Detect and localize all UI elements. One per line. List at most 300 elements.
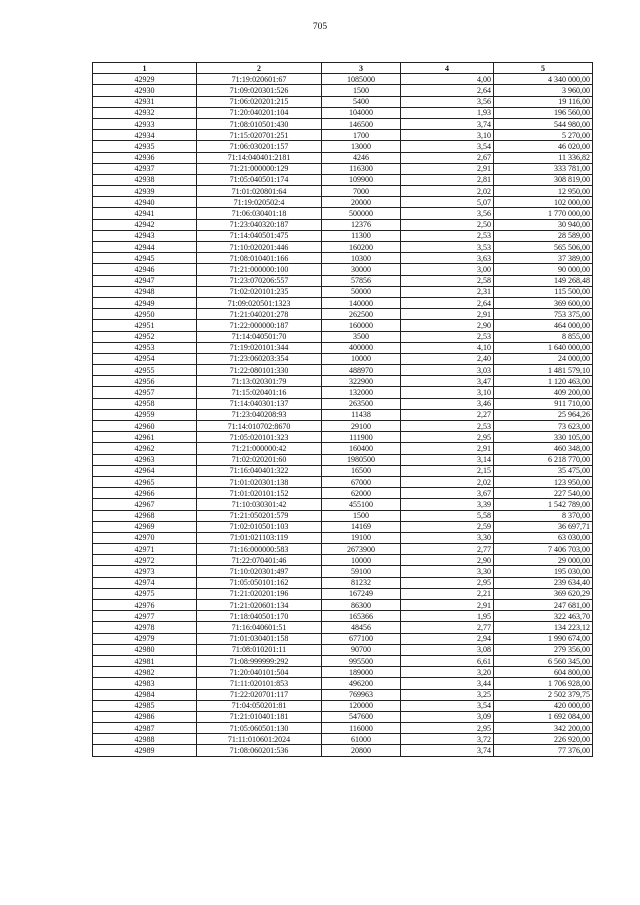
table-cell: 71:01:020301:138 [197, 476, 322, 487]
table-cell: 109900 [322, 174, 401, 185]
table-cell: 2,58 [401, 275, 494, 286]
table-cell: 322900 [322, 376, 401, 387]
table-cell: 12 950,00 [494, 186, 593, 197]
table-cell: 48456 [322, 622, 401, 633]
table-row [93, 454, 593, 465]
table-cell: 20800 [322, 745, 401, 756]
table-cell: 42931 [93, 96, 197, 107]
table-cell: 464 000,00 [494, 320, 593, 331]
table-cell: 50000 [322, 286, 401, 297]
table-cell: 36 697,71 [494, 521, 593, 532]
table-row [93, 208, 593, 219]
table-cell: 1 120 463,00 [494, 376, 593, 387]
table-cell: 455100 [322, 499, 401, 510]
table-cell: 71:14:040501:475 [197, 230, 322, 241]
table-cell: 42952 [93, 331, 197, 342]
table-cell: 3,14 [401, 454, 494, 465]
table-cell: 2,94 [401, 633, 494, 644]
table-cell: 71:02:020101:235 [197, 286, 322, 297]
table-cell: 2,91 [401, 443, 494, 454]
table-cell: 3,10 [401, 387, 494, 398]
table-cell: 42933 [93, 118, 197, 129]
table-cell: 71:15:020701:251 [197, 130, 322, 141]
table-cell: 263500 [322, 398, 401, 409]
table-row [93, 465, 593, 476]
table-cell: 42957 [93, 387, 197, 398]
table-cell: 342 200,00 [494, 723, 593, 734]
table-row [93, 387, 593, 398]
table-row [93, 499, 593, 510]
table-cell: 42963 [93, 454, 197, 465]
table-cell: 25 964,26 [494, 409, 593, 420]
table-cell: 116300 [322, 163, 401, 174]
table-row [93, 723, 593, 734]
table-cell: 2,67 [401, 152, 494, 163]
table-cell: 71:04:050201:81 [197, 700, 322, 711]
table-cell: 81232 [322, 577, 401, 588]
table-cell: 71:06:030201:157 [197, 141, 322, 152]
table-cell: 547600 [322, 711, 401, 722]
table-cell: 71:18:040501:170 [197, 611, 322, 622]
table-cell: 90700 [322, 644, 401, 655]
table-row [93, 107, 593, 118]
table-cell: 42939 [93, 186, 197, 197]
table-cell: 42941 [93, 208, 197, 219]
table-row [93, 521, 593, 532]
table-row [93, 118, 593, 129]
table-cell: 19100 [322, 532, 401, 543]
table-cell: 333 781,00 [494, 163, 593, 174]
table-cell: 544 980,00 [494, 118, 593, 129]
table-cell: 42935 [93, 141, 197, 152]
table-row [93, 353, 593, 364]
table-cell: 3,74 [401, 118, 494, 129]
table-row [93, 365, 593, 376]
table-cell: 2,02 [401, 476, 494, 487]
table-row [93, 611, 593, 622]
table-cell: 1 990 674,00 [494, 633, 593, 644]
table-cell: 239 634,40 [494, 577, 593, 588]
table-cell: 2,91 [401, 163, 494, 174]
table-cell: 71:10:020201:446 [197, 242, 322, 253]
table-cell: 11300 [322, 230, 401, 241]
table-row [93, 96, 593, 107]
table-cell: 1 481 579,10 [494, 365, 593, 376]
table-cell: 71:15:020401:16 [197, 387, 322, 398]
table-cell: 1 692 084,00 [494, 711, 593, 722]
column-header: 4 [401, 63, 494, 74]
table-cell: 42968 [93, 510, 197, 521]
table-row [93, 242, 593, 253]
table-cell: 42955 [93, 365, 197, 376]
table-cell: 420 000,00 [494, 700, 593, 711]
table-cell: 13000 [322, 141, 401, 152]
table-cell: 2,53 [401, 331, 494, 342]
table-cell: 42943 [93, 230, 197, 241]
table-cell: 10300 [322, 253, 401, 264]
table-cell: 4246 [322, 152, 401, 163]
table-cell: 71:14:010702:8670 [197, 421, 322, 432]
table-cell: 42950 [93, 309, 197, 320]
table-cell: 120000 [322, 700, 401, 711]
table-cell: 2,02 [401, 186, 494, 197]
table-row [93, 85, 593, 96]
table-cell: 71:11:020101:853 [197, 678, 322, 689]
table-cell: 42966 [93, 488, 197, 499]
table-row [93, 600, 593, 611]
table-cell: 71:22:080101:330 [197, 365, 322, 376]
table-cell: 71:14:040501:70 [197, 331, 322, 342]
table-cell: 71:10:020301:497 [197, 566, 322, 577]
table-cell: 42979 [93, 633, 197, 644]
table-cell: 2,27 [401, 409, 494, 420]
table-row [93, 297, 593, 308]
table-cell: 6,61 [401, 655, 494, 666]
table-cell: 3,20 [401, 667, 494, 678]
column-header: 2 [197, 63, 322, 74]
table-cell: 42948 [93, 286, 197, 297]
table-cell: 42987 [93, 723, 197, 734]
table-cell: 2,15 [401, 465, 494, 476]
table-cell: 42982 [93, 667, 197, 678]
table-cell: 71:05:020101:323 [197, 432, 322, 443]
table-cell: 2,21 [401, 588, 494, 599]
table-cell: 604 800,00 [494, 667, 593, 678]
table-cell: 4 340 000,00 [494, 74, 593, 85]
table-cell: 42973 [93, 566, 197, 577]
table-cell: 1 770 000,00 [494, 208, 593, 219]
table-row [93, 230, 593, 241]
column-header: 1 [93, 63, 197, 74]
table-cell: 29100 [322, 421, 401, 432]
table-cell: 90 000,00 [494, 264, 593, 275]
table-cell: 308 819,00 [494, 174, 593, 185]
table-cell: 71:21:000000:100 [197, 264, 322, 275]
table-row [93, 476, 593, 487]
table-cell: 71:05:040501:174 [197, 174, 322, 185]
table-cell: 42981 [93, 655, 197, 666]
table-cell: 995500 [322, 655, 401, 666]
table-cell: 42980 [93, 644, 197, 655]
table-cell: 42932 [93, 107, 197, 118]
table-cell: 42940 [93, 197, 197, 208]
table-row [93, 711, 593, 722]
table-cell: 2 502 379,75 [494, 689, 593, 700]
table-cell: 146500 [322, 118, 401, 129]
table-cell: 160400 [322, 443, 401, 454]
table-cell: 2,81 [401, 174, 494, 185]
table-row [93, 555, 593, 566]
table-row [93, 186, 593, 197]
table-cell: 1500 [322, 510, 401, 521]
table-cell: 262500 [322, 309, 401, 320]
table-row [93, 219, 593, 230]
table-row [93, 488, 593, 499]
table-cell: 409 200,00 [494, 387, 593, 398]
table-row [93, 588, 593, 599]
table-cell: 1 640 000,00 [494, 342, 593, 353]
table-cell: 102 000,00 [494, 197, 593, 208]
table-cell: 565 506,00 [494, 242, 593, 253]
table-cell: 42942 [93, 219, 197, 230]
table-cell: 8 370,00 [494, 510, 593, 521]
table-cell: 753 375,00 [494, 309, 593, 320]
table-cell: 42937 [93, 163, 197, 174]
table-cell: 2,53 [401, 230, 494, 241]
table-row [93, 141, 593, 152]
table-row [93, 163, 593, 174]
table-row [93, 331, 593, 342]
table-cell: 71:09:020301:526 [197, 85, 322, 96]
table-cell: 134 223,12 [494, 622, 593, 633]
table-cell: 2,31 [401, 286, 494, 297]
table-row [93, 409, 593, 420]
table-cell: 6 560 345,00 [494, 655, 593, 666]
table-cell: 71:20:040101:504 [197, 667, 322, 678]
table-cell: 42967 [93, 499, 197, 510]
table-cell: 195 030,00 [494, 566, 593, 577]
table-cell: 3,10 [401, 130, 494, 141]
table-cell: 7000 [322, 186, 401, 197]
table-cell: 2,64 [401, 297, 494, 308]
table-row [93, 577, 593, 588]
table-cell: 71:23:070206:557 [197, 275, 322, 286]
table-cell: 35 475,00 [494, 465, 593, 476]
data-table [92, 62, 593, 757]
table-cell: 71:05:060501:130 [197, 723, 322, 734]
table-cell: 42951 [93, 320, 197, 331]
table-cell: 1980500 [322, 454, 401, 465]
table-cell: 71:21:000000:42 [197, 443, 322, 454]
table-cell: 71:05:050101:162 [197, 577, 322, 588]
table-cell: 11 336,82 [494, 152, 593, 163]
table-cell: 71:10:030301:42 [197, 499, 322, 510]
table-cell: 42986 [93, 711, 197, 722]
table-cell: 2,95 [401, 577, 494, 588]
table-row [93, 264, 593, 275]
table-row [93, 197, 593, 208]
table-cell: 3,56 [401, 208, 494, 219]
table-cell: 165366 [322, 611, 401, 622]
table-cell: 2,50 [401, 219, 494, 230]
table-cell: 71:23:060203:354 [197, 353, 322, 364]
table-cell: 7 406 703,00 [494, 544, 593, 555]
table-row [93, 544, 593, 555]
table-cell: 77 376,00 [494, 745, 593, 756]
table-cell: 71:02:020201:60 [197, 454, 322, 465]
table-cell: 42964 [93, 465, 197, 476]
table-cell: 400000 [322, 342, 401, 353]
table-cell: 2,64 [401, 85, 494, 96]
table-cell: 71:19:020502:4 [197, 197, 322, 208]
table-row [93, 253, 593, 264]
table-row [93, 432, 593, 443]
table-cell: 123 950,00 [494, 476, 593, 487]
page-number: 705 [312, 22, 328, 32]
table-cell: 71:01:030401:158 [197, 633, 322, 644]
table-cell: 369 620,29 [494, 588, 593, 599]
table-cell: 500000 [322, 208, 401, 219]
table-cell: 1500 [322, 85, 401, 96]
table-row [93, 644, 593, 655]
table-cell: 1700 [322, 130, 401, 141]
table-header [93, 63, 593, 74]
table-cell: 5 270,00 [494, 130, 593, 141]
table-cell: 71:08:010501:430 [197, 118, 322, 129]
column-header: 5 [494, 63, 593, 74]
table-cell: 3,39 [401, 499, 494, 510]
table-cell: 20000 [322, 197, 401, 208]
table-cell: 42959 [93, 409, 197, 420]
table-cell: 2,95 [401, 723, 494, 734]
table-cell: 911 710,00 [494, 398, 593, 409]
table-cell: 3,08 [401, 644, 494, 655]
table-cell: 37 389,00 [494, 253, 593, 264]
table-row [93, 275, 593, 286]
table-row [93, 130, 593, 141]
table-row [93, 342, 593, 353]
table-cell: 42975 [93, 588, 197, 599]
table-cell: 71:14:040301:137 [197, 398, 322, 409]
table-cell: 149 268,48 [494, 275, 593, 286]
table-cell: 42985 [93, 700, 197, 711]
table-cell: 71:23:040208:93 [197, 409, 322, 420]
table-cell: 160200 [322, 242, 401, 253]
table-row [93, 309, 593, 320]
table-cell: 2,77 [401, 544, 494, 555]
table-cell: 3,09 [401, 711, 494, 722]
table-cell: 71:21:050201:579 [197, 510, 322, 521]
table-cell: 42938 [93, 174, 197, 185]
table-cell: 42936 [93, 152, 197, 163]
table-cell: 3,56 [401, 96, 494, 107]
table-row [93, 689, 593, 700]
table-cell: 279 356,00 [494, 644, 593, 655]
table-cell: 2,77 [401, 622, 494, 633]
table-cell: 71:06:020201:215 [197, 96, 322, 107]
table-cell: 71:08:010401:166 [197, 253, 322, 264]
table-cell: 71:08:060201:536 [197, 745, 322, 756]
table-cell: 71:01:020801:64 [197, 186, 322, 197]
table-row [93, 510, 593, 521]
table-cell: 10000 [322, 353, 401, 364]
table-cell: 1085000 [322, 74, 401, 85]
table-cell: 6 218 770,00 [494, 454, 593, 465]
table-cell: 5400 [322, 96, 401, 107]
table-cell: 71:09:020501:1323 [197, 297, 322, 308]
table-cell: 63 030,00 [494, 532, 593, 543]
column-header: 3 [322, 63, 401, 74]
table-row [93, 398, 593, 409]
table-row [93, 566, 593, 577]
table-cell: 1,93 [401, 107, 494, 118]
table-cell: 42989 [93, 745, 197, 756]
table-row [93, 678, 593, 689]
table-cell: 42965 [93, 476, 197, 487]
table-cell: 71:02:010501:103 [197, 521, 322, 532]
table-cell: 86300 [322, 600, 401, 611]
table-cell: 71:21:000000:129 [197, 163, 322, 174]
table-cell: 369 600,00 [494, 297, 593, 308]
table-cell: 71:01:021103:119 [197, 532, 322, 543]
table-cell: 3 960,00 [494, 85, 593, 96]
table-row [93, 443, 593, 454]
table-cell: 71:08:010201:11 [197, 644, 322, 655]
table-cell: 4,00 [401, 74, 494, 85]
table-cell: 62000 [322, 488, 401, 499]
table-cell: 42988 [93, 734, 197, 745]
table-row [93, 655, 593, 666]
table-cell: 30000 [322, 264, 401, 275]
table-cell: 71:01:020101:152 [197, 488, 322, 499]
table-cell: 104000 [322, 107, 401, 118]
table-cell: 2673900 [322, 544, 401, 555]
table-cell: 2,90 [401, 320, 494, 331]
table-cell: 4,10 [401, 342, 494, 353]
table-cell: 3,63 [401, 253, 494, 264]
table-cell: 3,30 [401, 566, 494, 577]
table-cell: 247 681,00 [494, 600, 593, 611]
table-cell: 42953 [93, 342, 197, 353]
table-cell: 67000 [322, 476, 401, 487]
table-cell: 10000 [322, 555, 401, 566]
table-cell: 71:06:030401:18 [197, 208, 322, 219]
table-cell: 71:19:020601:67 [197, 74, 322, 85]
table-cell: 42934 [93, 130, 197, 141]
table-cell: 42961 [93, 432, 197, 443]
table-cell: 12376 [322, 219, 401, 230]
table-row [93, 734, 593, 745]
table-cell: 769963 [322, 689, 401, 700]
table-cell: 3,25 [401, 689, 494, 700]
table-row [93, 633, 593, 644]
table-cell: 160000 [322, 320, 401, 331]
table-cell: 11438 [322, 409, 401, 420]
table-cell: 71:20:040201:104 [197, 107, 322, 118]
table-cell: 42947 [93, 275, 197, 286]
table-row [93, 320, 593, 331]
table-cell: 42984 [93, 689, 197, 700]
table-cell: 3,03 [401, 365, 494, 376]
table-cell: 3,74 [401, 745, 494, 756]
table-cell: 71:21:020201:196 [197, 588, 322, 599]
table-cell: 460 348,00 [494, 443, 593, 454]
table-cell: 3,67 [401, 488, 494, 499]
table-cell: 59100 [322, 566, 401, 577]
table-row [93, 376, 593, 387]
table-cell: 5,58 [401, 510, 494, 521]
table-cell: 3,72 [401, 734, 494, 745]
table-cell: 322 463,70 [494, 611, 593, 622]
table-cell: 2,95 [401, 432, 494, 443]
table-cell: 3,54 [401, 700, 494, 711]
table-cell: 5,07 [401, 197, 494, 208]
table-cell: 42946 [93, 264, 197, 275]
table-cell: 115 500,00 [494, 286, 593, 297]
table-cell: 1,95 [401, 611, 494, 622]
table-cell: 1 706 928,00 [494, 678, 593, 689]
table-row [93, 421, 593, 432]
table-cell: 1 542 789,00 [494, 499, 593, 510]
table-cell: 2,53 [401, 421, 494, 432]
table-cell: 71:22:070401:46 [197, 555, 322, 566]
table-cell: 496200 [322, 678, 401, 689]
table-cell: 16500 [322, 465, 401, 476]
table-cell: 140000 [322, 297, 401, 308]
table-cell: 330 105,00 [494, 432, 593, 443]
table-cell: 42983 [93, 678, 197, 689]
table-cell: 71:21:020601:134 [197, 600, 322, 611]
